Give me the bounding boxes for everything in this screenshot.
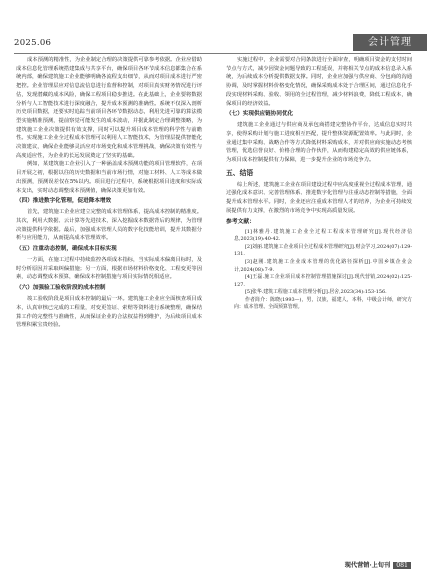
paragraph: 竣工验收阶段是项目成本控制的最后一环。建筑施工企业应全面核查项目成本，认真审核已完成的工程量，对变更签证、索赔等资料进行系统整理，确保结算工作的完整性与准确性，从而保证企业的合法权益得到维护，为后续项目成本管理积累宝贵经验。	[16, 296, 202, 329]
page-footer	[345, 560, 411, 569]
section-tag: 会计管理	[353, 34, 427, 51]
journal-name: 现代营销·上旬刊	[344, 562, 391, 569]
left-column	[16, 56, 202, 556]
page-number: 081	[393, 562, 411, 569]
paragraph: 综上所述，建筑施工企业在项目建设过程中应高度重视全过程成本管理，通过强化成本意识、完善管理体系、推进数字化管理与注重动态控制等措施，全面提升成本管理水平。同时，企业还应注重成本管理人才的培养，为企业可持续发展提供有力支撑，在激烈的市场竞争中实现高质量发展。	[226, 181, 412, 214]
reference-item: [1]林雅丹.建筑施工企业全过程工程成本管理研究[J].现代经济信息,2023(19):40-42.	[234, 228, 412, 243]
reference-item: [3]赵刚.建筑施工企业成本管理的优化路径探析[J].中国乡镇企业会计,2024(08):7-9.	[234, 258, 412, 273]
reference-item: [5]张华.建筑工程施工成本管理分析[J].居舍,2023(34):153-156.	[245, 289, 387, 296]
subsection-heading: （六）加强验工验收阶段的成本控制	[16, 285, 106, 292]
paragraph: 建筑施工企业通过与供应商及承包商搭建完整协作平台，达成信息实时共享，使得采购计划与施工进度相互匹配，提升整体资源配置效率。与此同时，企业通过集中采购、战略合作等方式降低材料采购成本，并对供应商实施动态考核管理，优选信誉良好、价格合理的合作伙伴，从而构建稳定高效的供应链体系，为项目成本控制提供有力保障，进一步提升企业的市场竞争力。	[226, 122, 412, 164]
section-heading-conclusion: 五、结语	[226, 168, 254, 177]
references-title: 参考文献：	[226, 218, 255, 225]
paragraph: 成本预测的精准性，为企业制定合理的决策提供可靠参考依据。企业应借助成本信息化管理系统搭建集成与共享平台，确保项目各环节成本信息都集合在系统内部，确保建筑施工企业能够明确各流程支出细节，从而对项目成本进行严密把控。企业管理层应对信息流信息进行监督和控制，对项目真实财务情况进行评估，发现潜藏的成本风险，确保工程项目稳步推进。在此基础上，企业要将数据分析与人工智能技术进行深度融合，提升成本预测的准确性。系统不仅深入剖析历史项目数据，还要实时追踪当前项目各环节数据动态，利用先进可靠的算法模型实施精准预测，提前察觉可能发生的成本波动，并据此制定合理调整策略，为建筑施工企业决策提供有效支撑，同时可以提升项目成本管理的科学性与前瞻性。实现施工企业全过程成本管理可以利用人工智能技术，为管理层提供智能化决策建议，确保企业能够灵活应对市场变化和成本管理挑战，确保决策有效性与高度适应性，为企业的长远发展奠定了坚实的基础。	[16, 57, 202, 159]
paragraph: 实施过程中，企业需要对合同条款进行全面审查，明确项目资金的支付时间节点与方式，减少因资金问题导致的工程延误，并将相关节点的成本信息录入系统，为后续成本分析提供数据支撑。同时，企业应加强与供应商、分包商的沟通协调，及时掌握材料价格变化情况，确保采购成本处于合理区间，通过信息化手段实现材料采购、验收、领用的全过程管理，减少材料浪费，降低工程成本，确保项目的经济效益。	[226, 57, 412, 107]
subsection-heading: （五）注重动态控制，确保成本目标实现	[16, 246, 117, 253]
paragraph: 例如，某建筑施工企业引入了一种涵盖成本预测功能的项目管理软件，在项目开展之初，根据以往的历史数据和当前市场行情，对施工材料、人工等成本做出预测，预测误差仅在5%以内。项目进行过程中，系统根据项目进度和实际成本支出，实时动态调整成本预测值，确保决策更加有效。	[16, 161, 202, 194]
header-date: 2025.06	[14, 38, 52, 48]
header-rule	[14, 53, 411, 54]
subsection-heading: （四）推进数字化管理，促进降本增效	[16, 198, 112, 205]
subsection-heading: （七）实现供应链协同优化	[226, 111, 294, 118]
paragraph: 一方面，在施工过程中持续监控各项成本指标，当实际成本偏离目标时，及时分析原因并采取纠偏措施；另一方面，根据市场材料价格变化、工程变更等因素，动态调整成本预算，确保成本控制措施与项目实际情况相适应。	[16, 257, 202, 281]
reference-item: [2]刘丽.建筑施工企业项目全过程成本管理研究[J].财会学习,2024(07):129-131.	[234, 243, 412, 258]
right-column	[226, 56, 412, 556]
reference-item: [4]王磊.施工企业项目成本控制管理措施探讨[J].现代营销,2024(02):125-127.	[234, 274, 412, 288]
paragraph: 首先，建筑施工企业应建立完整的成本管理体系，提高成本控制的精准度。其次，利用大数据、云计算等先进技术，深入挖掘成本数据背后的规律，为管理决策提供科学依据。最后，加强成本管理人员的数字化技能培训，提升其数据分析与应用能力，从而提高成本管理效率。	[16, 209, 202, 242]
author-note: 作者简介：陈晓(1993—)，男，汉族，福建人，本科，中级会计师，研究方向：成本管理、全面预算管理。	[234, 296, 412, 311]
